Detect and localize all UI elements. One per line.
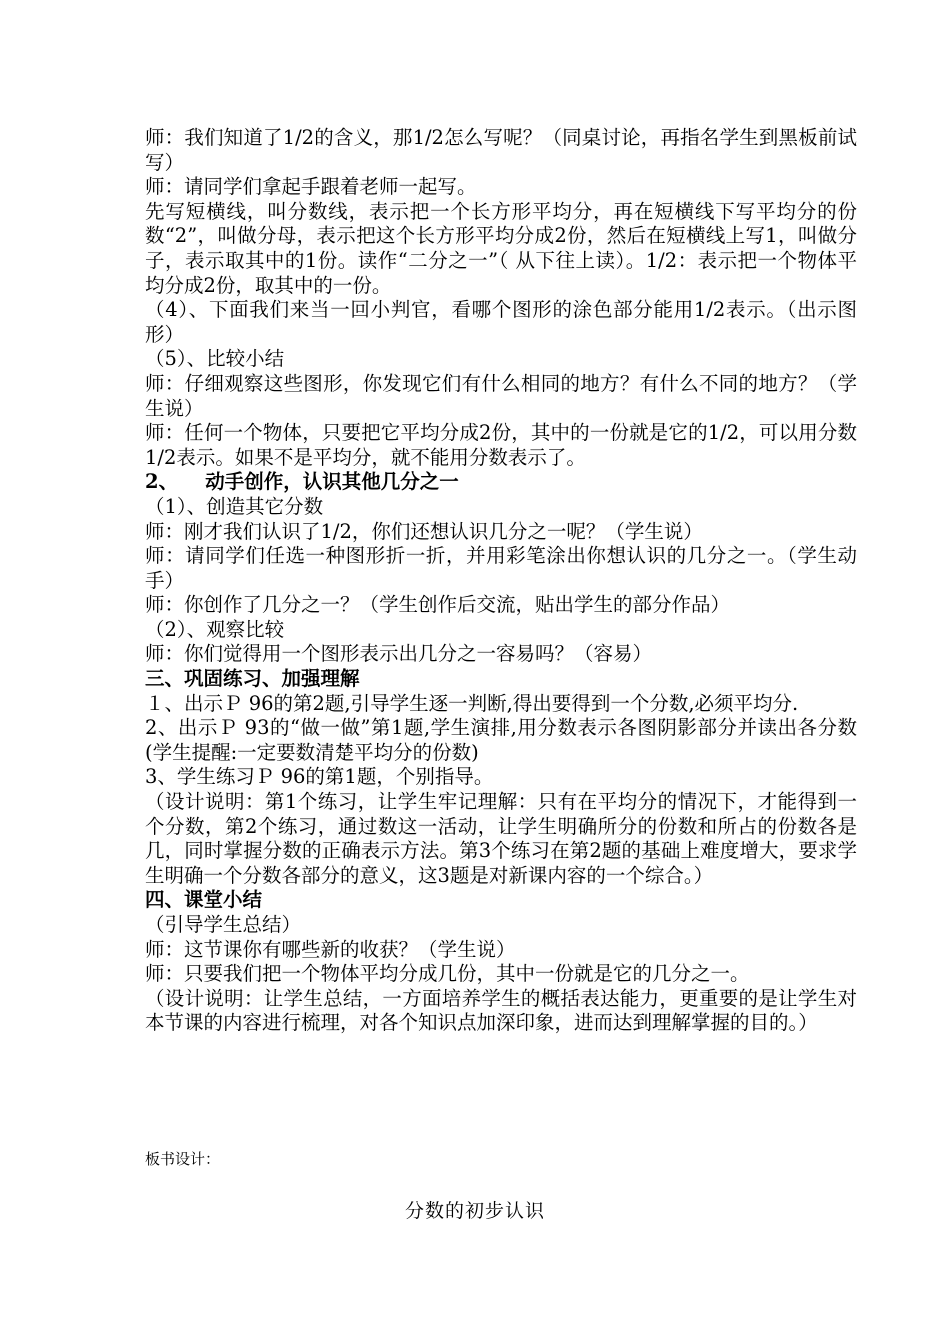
paragraph: 3、学生练习Ｐ 96的第1题，个别指导。 xyxy=(145,765,494,789)
board-title: 分数的初步认识 xyxy=(404,1200,545,1222)
paragraph: 师：刚才我们认识了1/2，你们还想认识几分之一呢？（学生说） xyxy=(145,519,703,543)
paragraph: （2）、观察比较 xyxy=(145,617,285,641)
section-heading: 2、 动手创作，认识其他几分之一 xyxy=(145,470,459,494)
paragraph: 师：这节课你有哪些新的收获？（学生说） xyxy=(145,937,516,961)
document-body xyxy=(145,126,857,1036)
paragraph: 师：我们知道了1/2的含义，那1/2怎么写呢？（同桌讨论，再指名学生到黑板前试写） xyxy=(145,126,857,174)
paragraph: （设计说明：第1个练习，让学生牢记理解：只有在平均分的情况下，才能得到一个分数，第2个练习，通过数这一活动，让学生明确所分的份数和所占的份数各是几，同时掌握分数的正确表示方法。第3个练习在第2题的基础上难度增大，要求学生明确一个分数各部分的意义，这3题是对新课内容的一个综合。） xyxy=(145,790,857,887)
paragraph: １、出示Ｐ 96的第2题,引导学生逐一判断,得出要得到一个分数,必须平均分. xyxy=(145,691,799,715)
paragraph: （设计说明：让学生总结，一方面培养学生的概括表达能力，更重要的是让学生对本节课的内容进行梳理，对各个知识点加深印象，进而达到理解掌握的目的。） xyxy=(145,986,857,1035)
section-heading: 四、课堂小结 xyxy=(145,888,263,912)
section-heading: 三、巩固练习、加强理解 xyxy=(145,667,360,691)
paragraph: 师：你们觉得用一个图形表示出几分之一容易吗？（容易） xyxy=(145,642,653,666)
paragraph: （1）、创造其它分数 xyxy=(145,494,324,518)
paragraph: 2、出示Ｐ 93的“做一做”第1题,学生演排,用分数表示各图阴影部分并读出各分数(学生提醒:一定要数清楚平均分的份数) xyxy=(145,716,857,764)
paragraph: （5）、比较小结 xyxy=(145,347,285,371)
board-design-label: 板书设计： xyxy=(145,1150,221,1168)
paragraph: 师：你创作了几分之一？（学生创作后交流，贴出学生的部分作品） xyxy=(145,593,731,617)
paragraph: 师：只要我们把一个物体平均分成几份，其中一份就是它的几分之一。 xyxy=(145,962,750,986)
paragraph: 师：请同学们任选一种图形折一折，并用彩笔涂出你想认识的几分之一。（学生动手） xyxy=(145,544,857,592)
paragraph: 师：任何一个物体，只要把它平均分成2份，其中的一份就是它的1/2，可以用分数1/2表示。如果不是平均分，就不能用分数表示了。 xyxy=(145,421,857,469)
paragraph: （4）、下面我们来当一回小判官，看哪个图形的涂色部分能用1/2表示。（出示图形） xyxy=(145,298,857,346)
paragraph: 先写短横线，叫分数线，表示把一个长方形平均分，再在短横线下写平均分的份数“2”，叫做分母，表示把这个长方形平均分成2份，然后在短横线上写1，叫做分子，表示取其中的1份。读作“二分之一”（ 从下往上读）。1/2：表示把一个物体平均分成2份，取其中的一份。 xyxy=(145,199,857,297)
paragraph: 师：请同学们拿起手跟着老师一起写。 xyxy=(145,175,477,199)
paragraph: （引导学生总结） xyxy=(145,913,302,936)
paragraph: 师：仔细观察这些图形，你发现它们有什么相同的地方？有什么不同的地方？（学生说） xyxy=(145,371,857,420)
